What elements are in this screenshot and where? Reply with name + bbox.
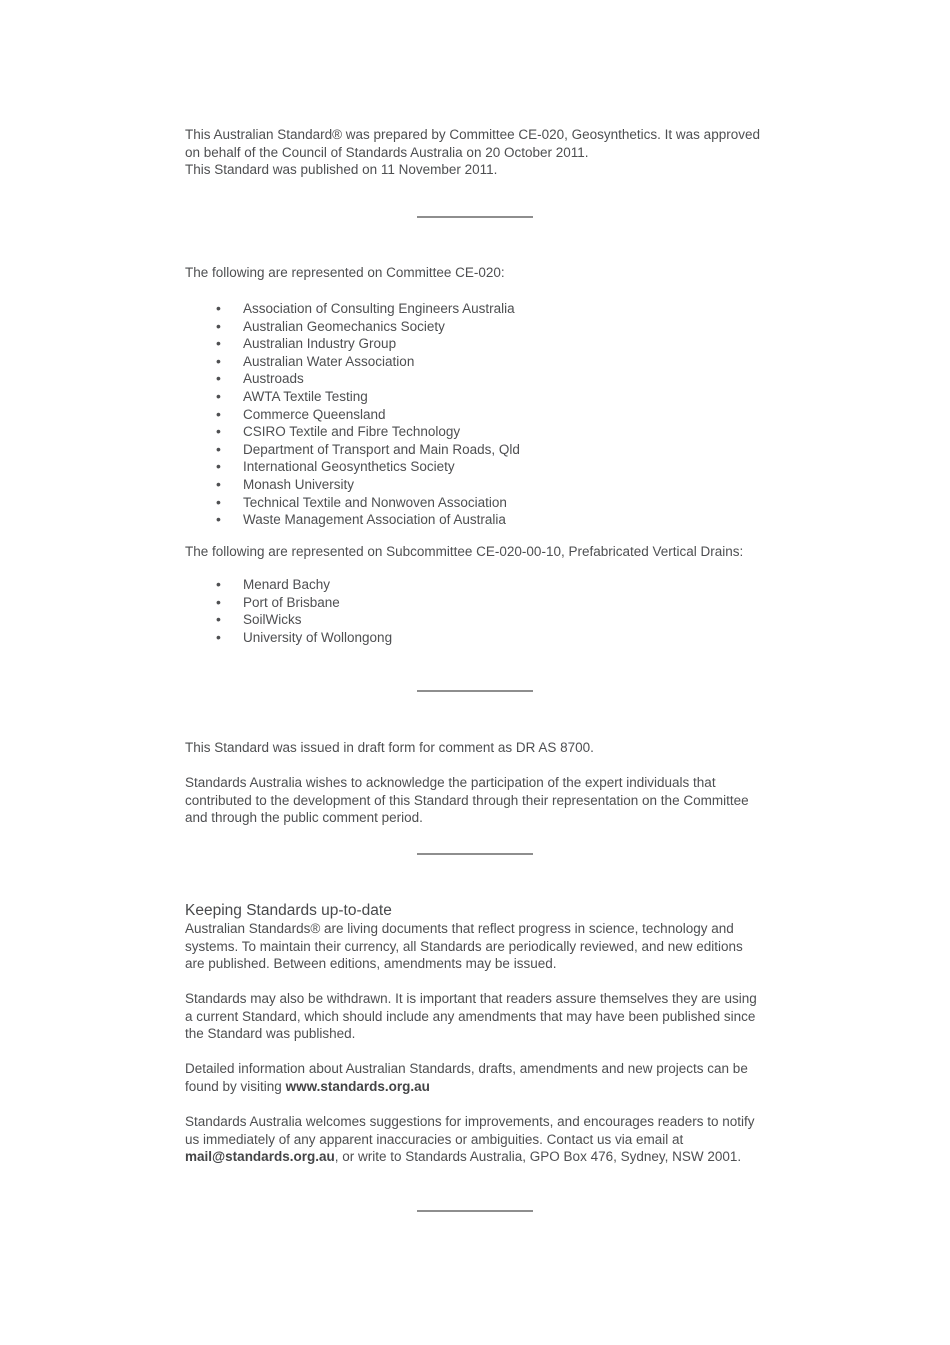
- section-divider-3: [417, 853, 533, 855]
- acknowledgement-paragraph: Standards Australia wishes to acknowledge the participation of the expert individuals that contributed to the development of this Standard through their representation on the Committee and through the public comment period.: [185, 775, 749, 825]
- list-item: • AWTA Textile Testing: [185, 388, 765, 406]
- committee-heading: The following are represented on Committee CE-020:: [185, 265, 505, 280]
- keeping-paragraph-1: Australian Standards® are living documents that reflect progress in science, technology and systems. To maintain their currency, all Standards are periodically reviewed, and new editions are published. Between editions, amendments may be issued.: [185, 921, 743, 971]
- subcommittee-heading: The following are represented on Subcommittee CE-020-00-10, Prefabricated Vertical Drains:: [185, 544, 744, 559]
- list-item: • Waste Management Association of Australia: [185, 511, 765, 529]
- list-item: • Commerce Queensland: [185, 406, 765, 424]
- list-item: • Australian Industry Group: [185, 335, 765, 353]
- list-item: • Association of Consulting Engineers Australia: [185, 300, 765, 318]
- list-item: • Department of Transport and Main Roads, Qld: [185, 441, 765, 459]
- intro-paragraph: [185, 126, 765, 179]
- list-item: • Port of Brisbane: [185, 594, 765, 612]
- keeping-paragraph-3: [185, 1060, 765, 1095]
- keeping-paragraph-3-text: Detailed information about Australian Standards, drafts, amendments and new projects can be found by visiting: [185, 1061, 748, 1094]
- intro-line-1: This Australian Standard® was prepared by Committee CE-020, Geosynthetics. It was approved on behalf of the Council of Standards Australia on 20 October 2011.: [185, 127, 760, 160]
- section-divider-4: [417, 1210, 533, 1212]
- section-divider-1: [417, 216, 533, 218]
- keeping-paragraph-4: [185, 1113, 765, 1166]
- committee-list: [185, 300, 765, 529]
- subcommittee-list: [185, 576, 765, 646]
- standards-email-link: mail@standards.org.au: [185, 1149, 335, 1164]
- list-item: • Technical Textile and Nonwoven Association: [185, 494, 765, 512]
- keeping-paragraph-4-text-after: , or write to Standards Australia, GPO Box 476, Sydney, NSW 2001.: [334, 1149, 742, 1164]
- list-item: • University of Wollongong: [185, 629, 765, 647]
- keeping-paragraph-2: Standards may also be withdrawn. It is important that readers assure themselves they are using a current Standard, which should include any amendments that may have been published since the Standard was published.: [185, 991, 757, 1041]
- list-item: • CSIRO Textile and Fibre Technology: [185, 423, 765, 441]
- list-item: • Australian Geomechanics Society: [185, 318, 765, 336]
- list-item: • Austroads: [185, 370, 765, 388]
- keeping-paragraph-4-text-before: Standards Australia welcomes suggestions for improvements, and encourages readers to notify us immediately of any apparent inaccuracies or ambiguities. Contact us via email at: [185, 1114, 755, 1147]
- list-item: • International Geosynthetics Society: [185, 458, 765, 476]
- standards-website-link: www.standards.org.au: [285, 1078, 430, 1094]
- draft-note: This Standard was issued in draft form for comment as DR AS 8700.: [185, 740, 594, 755]
- list-item: • Monash University: [185, 476, 765, 494]
- section-divider-2: [417, 690, 533, 692]
- intro-line-2: This Standard was published on 11 November 2011.: [185, 162, 498, 177]
- list-item: • Australian Water Association: [185, 353, 765, 371]
- list-item: • Menard Bachy: [185, 576, 765, 594]
- keeping-standards-heading: Keeping Standards up-to-date: [185, 902, 392, 919]
- list-item: • SoilWicks: [185, 611, 765, 629]
